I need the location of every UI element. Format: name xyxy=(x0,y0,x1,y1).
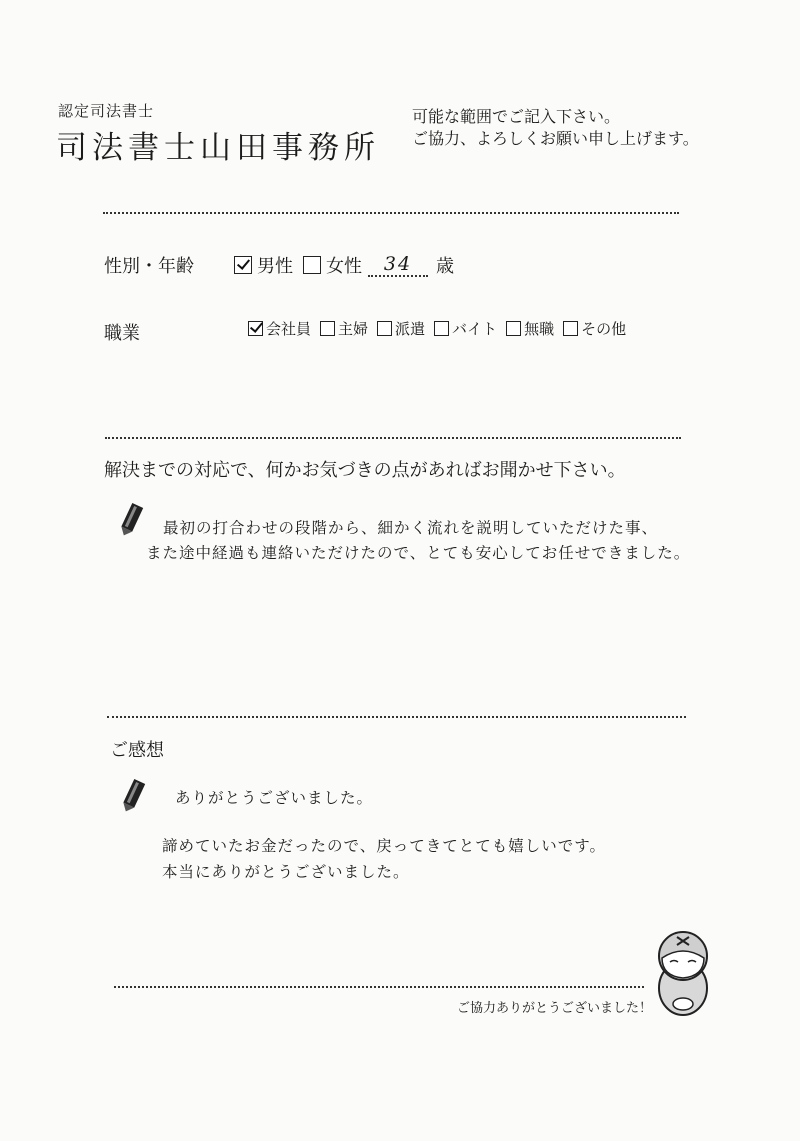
male-label: 男性 xyxy=(257,256,293,277)
age-value: 34 xyxy=(383,253,413,275)
occupation-checkbox-3[interactable] xyxy=(434,321,449,336)
occupation-label-3: バイト xyxy=(452,320,498,338)
occupation-checkbox-4[interactable] xyxy=(506,321,521,336)
age-field[interactable] xyxy=(368,253,428,277)
question-1: 解決までの対応で、何かお気づきの点があればお聞かせ下さい。 xyxy=(104,460,626,481)
female-checkbox[interactable] xyxy=(303,256,321,274)
intro-line-2: ご協力、よろしくお願い申し上げます。 xyxy=(412,129,699,148)
occupation-label-2: 派遣 xyxy=(395,320,426,338)
age-unit: 歳 xyxy=(436,256,454,277)
answer-2-line-2: 諦めていたお金だったので、戻ってきてとても嬉しいです。 xyxy=(162,837,606,855)
thanks-message: ご協力ありがとうございました！ xyxy=(456,1001,652,1016)
bowing-mascot-icon xyxy=(648,926,718,1018)
gender-age-row xyxy=(104,252,454,278)
divider-2 xyxy=(105,437,681,439)
occupation-options xyxy=(248,318,635,339)
occupation-checkbox-1[interactable] xyxy=(320,321,335,336)
pencil-icon xyxy=(118,778,148,814)
office-name: 司法書士山田事務所 xyxy=(56,130,380,166)
answer-1-line-1: 最初の打合わせの段階から、細かく流れを説明していただけた事、 xyxy=(163,519,659,537)
intro-line-1: 可能な範囲でご記入下さい。 xyxy=(412,107,621,126)
occupation-checkbox-0[interactable] xyxy=(248,321,263,336)
divider-4 xyxy=(114,986,644,988)
male-checkbox[interactable] xyxy=(234,256,252,274)
occupation-label-1: 主婦 xyxy=(338,320,369,338)
pencil-icon xyxy=(116,502,146,538)
occupation-checkbox-5[interactable] xyxy=(563,321,578,336)
gender-age-label: 性別・年齢 xyxy=(104,256,194,277)
divider-3 xyxy=(107,716,686,718)
occupation-checkbox-2[interactable] xyxy=(377,321,392,336)
divider-1 xyxy=(103,212,679,214)
certification-label: 認定司法書士 xyxy=(58,102,155,120)
occupation-label-4: 無職 xyxy=(524,320,555,338)
intro-text xyxy=(412,106,699,150)
answer-1-line-2: また途中経過も連絡いただけたので、とても安心してお任せできました。 xyxy=(146,544,691,562)
occupation-label-0: 会社員 xyxy=(266,320,312,338)
answer-2-line-1: ありがとうございました。 xyxy=(175,789,374,807)
occupation-label-5: その他 xyxy=(581,320,627,338)
female-label: 女性 xyxy=(326,256,362,277)
impressions-label: ご感想 xyxy=(110,740,164,761)
occupation-label: 職業 xyxy=(104,323,140,344)
answer-2-line-3: 本当にありがとうございました。 xyxy=(162,863,410,881)
